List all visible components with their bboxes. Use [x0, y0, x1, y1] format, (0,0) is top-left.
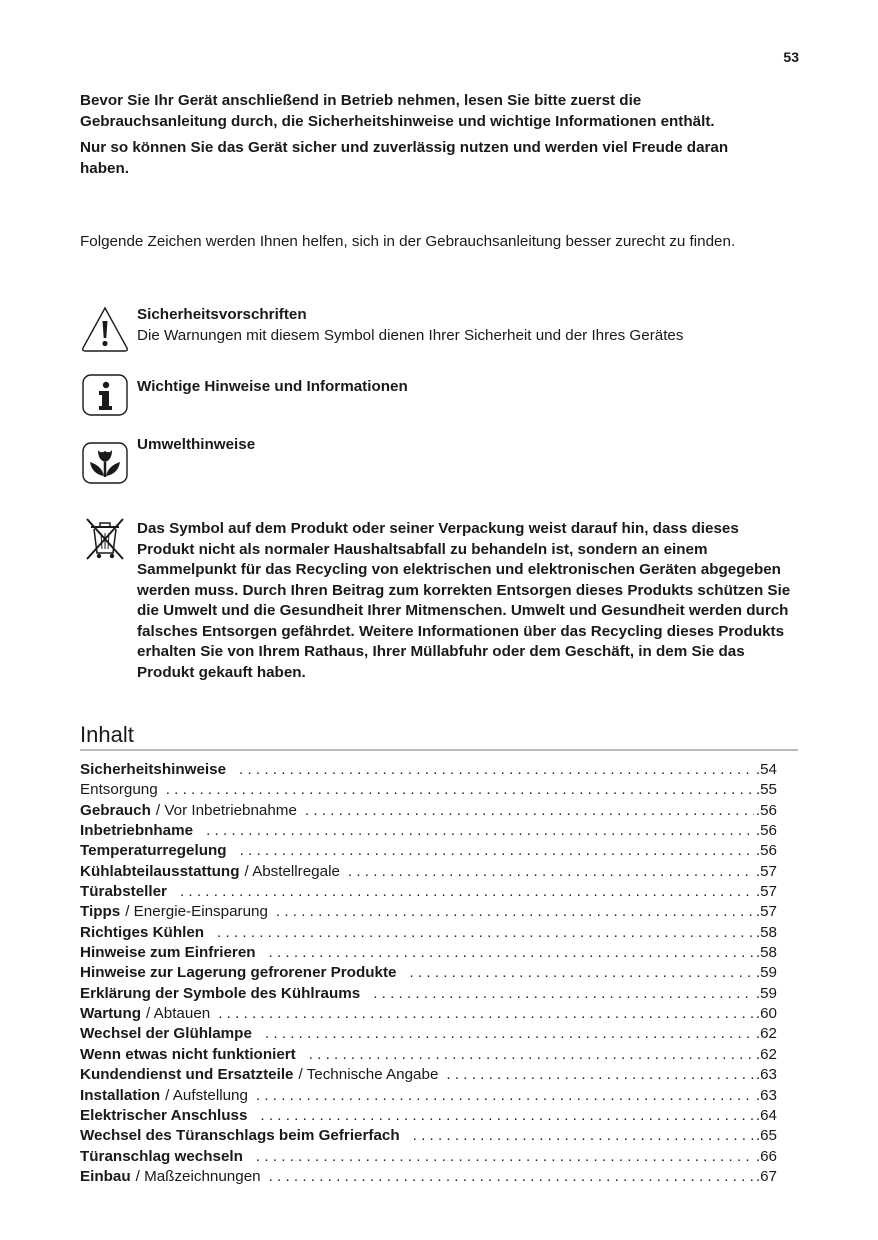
- toc-entry[interactable]: [80, 1127, 777, 1147]
- toc-leader-dots: [198, 822, 754, 839]
- warning-triangle-icon: [80, 305, 130, 355]
- toc-leader-dots: [365, 985, 754, 1002]
- toc-entry-page: .64: [755, 1106, 777, 1124]
- toc-entry[interactable]: [80, 1087, 777, 1107]
- toc-entry-title: Einbau: [80, 1167, 131, 1185]
- toc-entry-title: Türabsteller: [80, 883, 167, 901]
- toc-entry-page: .65: [755, 1127, 777, 1145]
- toc-entry-title: Inbetriebnhame: [80, 822, 194, 840]
- intro-text: [80, 91, 760, 179]
- toc-entry-page: .62: [755, 1045, 777, 1063]
- toc-entry[interactable]: [80, 863, 777, 883]
- toc-leader-dots: [232, 842, 754, 859]
- toc-entry-title: Kühlabteilausstattung: [80, 862, 240, 880]
- toc-leader-dots: [405, 1127, 754, 1144]
- toc-entry[interactable]: [80, 883, 777, 903]
- toc-entry-page: .57: [755, 903, 777, 921]
- toc-entry[interactable]: [80, 1025, 777, 1045]
- toc-leader-dots: [438, 1066, 753, 1083]
- toc-entry-subtitle: / Vor Inbetriebnahme: [155, 801, 297, 819]
- toc-entry[interactable]: [80, 802, 777, 822]
- toc-entry[interactable]: [80, 781, 777, 801]
- toc-entry-page: .55: [755, 781, 777, 799]
- toc-heading: Inhalt: [80, 722, 134, 747]
- toc-entry[interactable]: [80, 1066, 777, 1086]
- toc-entry-title: Sicherheitshinweise: [80, 761, 227, 778]
- toc-leader-dots: [261, 1168, 754, 1185]
- toc-entry-page: .63: [755, 1086, 777, 1104]
- weee-notice: Das Symbol auf dem Produkt oder seiner Verpackung weist darauf hin, dass dieses Produkt nicht als normaler Haushaltsabfall zu behandeln ist, sondern an einem Sammelpunkt für das Recycling von elektrischen und elektronischen Geräten abgegeben werden muss. Durch Ihren Beitrag zum korrekten Entsorgen dieses Produkts schützen Sie die Umwelt und die Gesundheit Ihrer Mitmenschen. Umwelt und Gesundheit werden durch falsches Entsorgen gefährdet. Weitere Informationen über das Recycling dieses Produkts erhalten Sie von Ihrem Rathaus, Ihrer Müllabfuhr oder dem Geschäft, in dem Sie das Produkt gekauft haben.: [137, 520, 791, 681]
- toc-entry-page: .66: [755, 1147, 777, 1165]
- toc-entry-page: .57: [755, 883, 777, 901]
- symbol-title: Sicherheitsvorschriften: [137, 306, 307, 323]
- toc-entry-title: Elektrischer Anschluss: [80, 1106, 248, 1124]
- toc-entry[interactable]: [80, 1148, 777, 1168]
- toc-entry-title: Wechsel des Türanschlags beim Gefrierfach: [80, 1127, 400, 1145]
- toc-entry-subtitle: / Technische Angabe: [298, 1066, 439, 1084]
- symbol-title: Umwelthinweise: [137, 436, 256, 453]
- toc-entry-subtitle: / Abtauen: [146, 1005, 211, 1023]
- crossed-bin-icon: [80, 513, 130, 563]
- toc-entry[interactable]: [80, 1107, 777, 1127]
- toc-leader-dots: [252, 1107, 753, 1124]
- toc-entry-page: .59: [755, 984, 777, 1002]
- toc-entry-page: .56: [755, 801, 777, 819]
- toc-entry-title: Kundendienst und Ersatzteile: [80, 1066, 294, 1084]
- info-icon: [80, 372, 130, 422]
- toc-entry-title: Wenn etwas nicht funktioniert: [80, 1045, 296, 1063]
- toc-leader-dots: [209, 924, 754, 941]
- page-number: 53: [783, 49, 799, 65]
- toc-entry-subtitle: / Aufstellung: [165, 1086, 248, 1104]
- environment-flower-icon: [80, 440, 130, 490]
- toc-entry-subtitle: / Energie-Einsparung: [125, 903, 268, 921]
- toc-entry-page: .54: [755, 761, 777, 778]
- toc-entry-page: .63: [755, 1066, 777, 1084]
- toc-entry-subtitle: / Abstellregale: [244, 862, 340, 880]
- toc-entry-page: .67: [755, 1167, 777, 1185]
- toc-entry-page: .58: [755, 944, 777, 962]
- toc-leader-dots: [301, 1046, 754, 1063]
- toc-leader-dots: [261, 944, 754, 961]
- toc-leader-dots: [268, 903, 754, 920]
- toc-entry-page: .62: [755, 1025, 777, 1043]
- toc-entry-title: Türanschlag wechseln: [80, 1147, 243, 1165]
- toc-entry-title: Installation: [80, 1086, 161, 1104]
- toc-entry-title: Wechsel der Glühlampe: [80, 1025, 252, 1043]
- toc-entry-page: .57: [755, 862, 777, 880]
- toc-leader-dots: [257, 1025, 754, 1042]
- toc-entry[interactable]: [80, 985, 777, 1005]
- toc-entry-title: Hinweise zum Einfrieren: [80, 944, 256, 962]
- toc-leader-dots: [172, 883, 754, 900]
- toc-leader-dots: [158, 781, 754, 798]
- toc-entry[interactable]: [80, 924, 777, 944]
- toc-entry-page: .56: [755, 842, 777, 860]
- toc-leader-dots: [340, 863, 754, 880]
- toc-leader-dots: [297, 802, 754, 819]
- toc-entry[interactable]: [80, 964, 777, 984]
- toc-entry-page: .58: [755, 923, 777, 941]
- toc-entry-subtitle: Entsorgung: [80, 781, 158, 799]
- toc-entry-page: .60: [755, 1005, 777, 1023]
- toc-entry-title: Tipps: [80, 903, 121, 921]
- toc-entry[interactable]: [80, 842, 777, 862]
- toc-entry-title: Gebrauch: [80, 801, 151, 819]
- toc-entry-page: .56: [755, 822, 777, 840]
- table-of-contents: [80, 761, 777, 1188]
- toc-leader-dots: [231, 761, 754, 778]
- toc-entry-title: Wartung: [80, 1005, 142, 1023]
- toc-entry-page: .59: [755, 964, 777, 982]
- toc-leader-dots: [401, 964, 753, 981]
- toc-entry-title: Hinweise zur Lagerung gefrorener Produkte: [80, 964, 397, 982]
- toc-entry-subtitle: / Maßzeichnungen: [135, 1167, 261, 1185]
- toc-entry-title: Richtiges Kühlen: [80, 923, 205, 941]
- toc-entry[interactable]: [80, 822, 777, 842]
- intro-paragraph: Bevor Sie Ihr Gerät anschließend in Betrieb nehmen, lesen Sie bitte zuerst die Gebrauchsanleitung durch, die Sicherheitshinweise und wichtige Informationen enthält.: [80, 92, 715, 130]
- toc-leader-dots: [248, 1148, 754, 1165]
- toc-entry-title: Erklärung der Symbole des Kühlraums: [80, 984, 361, 1002]
- toc-entry[interactable]: [80, 1168, 777, 1188]
- toc-entry[interactable]: [80, 761, 777, 781]
- toc-entry[interactable]: [80, 903, 777, 923]
- toc-entry[interactable]: [80, 944, 777, 964]
- toc-entry-title: Temperaturregelung: [80, 842, 227, 860]
- symbol-description: Die Warnungen mit diesem Symbol dienen Ihrer Sicherheit und der Ihres Gerätes: [137, 326, 684, 344]
- symbol-hint-text: Folgende Zeichen werden Ihnen helfen, sich in der Gebrauchsanleitung besser zurecht zu finden.: [80, 233, 736, 250]
- toc-leader-dots: [248, 1087, 754, 1104]
- symbol-title: Wichtige Hinweise und Informationen: [137, 378, 408, 395]
- toc-entry[interactable]: [80, 1005, 777, 1025]
- intro-paragraph: Nur so können Sie das Gerät sicher und zuverlässig nutzen und werden viel Freude daran haben.: [80, 139, 729, 177]
- toc-leader-dots: [210, 1005, 754, 1022]
- toc-divider: [80, 749, 798, 751]
- toc-entry[interactable]: [80, 1046, 777, 1066]
